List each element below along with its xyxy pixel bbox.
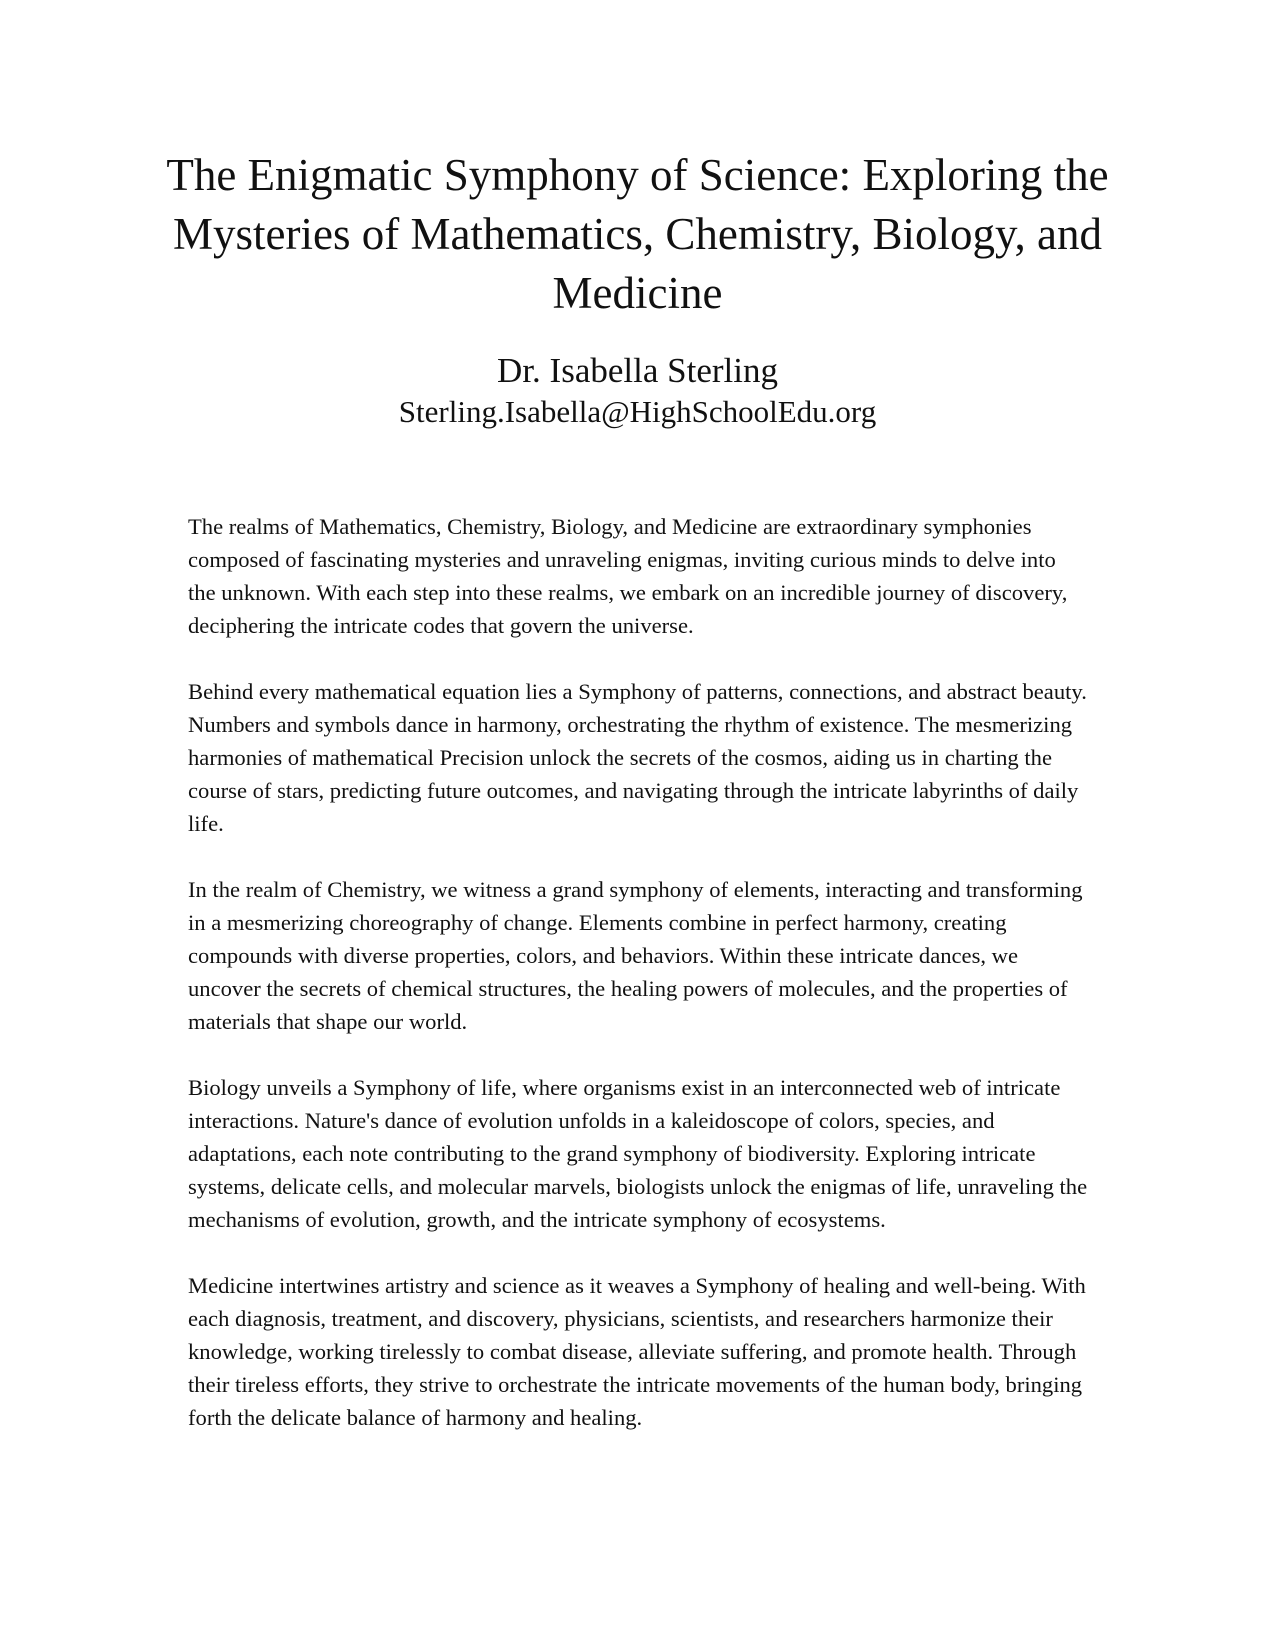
paragraph-intro: The realms of Mathematics, Chemistry, Biology, and Medicine are extraordinary symphonies composed of fascinating mysteries and unraveling enigmas, inviting curious minds to delve into the unknown. With each step into these realms, we embark on an incredible journey of discovery, deciphering the intricate codes that govern the universe.: [188, 514, 1068, 638]
paragraph-biology: Biology unveils a Symphony of life, where organisms exist in an interconnected web of intricate interactions. Nature's dance of evolution unfolds in a kaleidoscope of colors, species, and adaptations, each note contributing to the grand symphony of biodiversity. Exploring intricate systems, delicate cells, and molecular marvels, biologists unlock the enigmas of life, unraveling the mechanisms of evolution, growth, and the intricate symphony of ecosystems.: [188, 1075, 1088, 1232]
document-title: The Enigmatic Symphony of Science: Exploring the Mysteries of Mathematics, Chemistry, Biology, and Medicine: [166, 150, 1109, 318]
paragraph-chemistry: In the realm of Chemistry, we witness a grand symphony of elements, interacting and transforming in a mesmerizing choreography of change. Elements combine in perfect harmony, creating compounds with diverse properties, colors, and behaviors. Within these intricate dances, we uncover the secrets of chemical structures, the healing powers of molecules, and the properties of materials that shape our world.: [188, 877, 1083, 1034]
author-name: Dr. Isabella Sterling: [497, 351, 778, 390]
author-email: Sterling.Isabella@HighSchoolEdu.org: [398, 394, 877, 429]
paragraph-medicine: Medicine intertwines artistry and science as it weaves a Symphony of healing and well-being. With each diagnosis, treatment, and discovery, physicians, scientists, and researchers harmonize their knowledge, working tirelessly to combat disease, alleviate suffering, and promote health. Through their tireless efforts, they strive to orchestrate the intricate movements of the human body, bringing forth the delicate balance of harmony and healing.: [188, 1273, 1086, 1430]
paragraph-mathematics: Behind every mathematical equation lies a Symphony of patterns, connections, and abstract beauty. Numbers and symbols dance in harmony, orchestrating the rhythm of existence. The mesmerizing harmonies of mathematical Precision unlock the secrets of the cosmos, aiding us in charting the course of stars, predicting future outcomes, and navigating through the intricate labyrinths of daily life.: [188, 679, 1087, 836]
document-body: [188, 510, 1088, 1467]
